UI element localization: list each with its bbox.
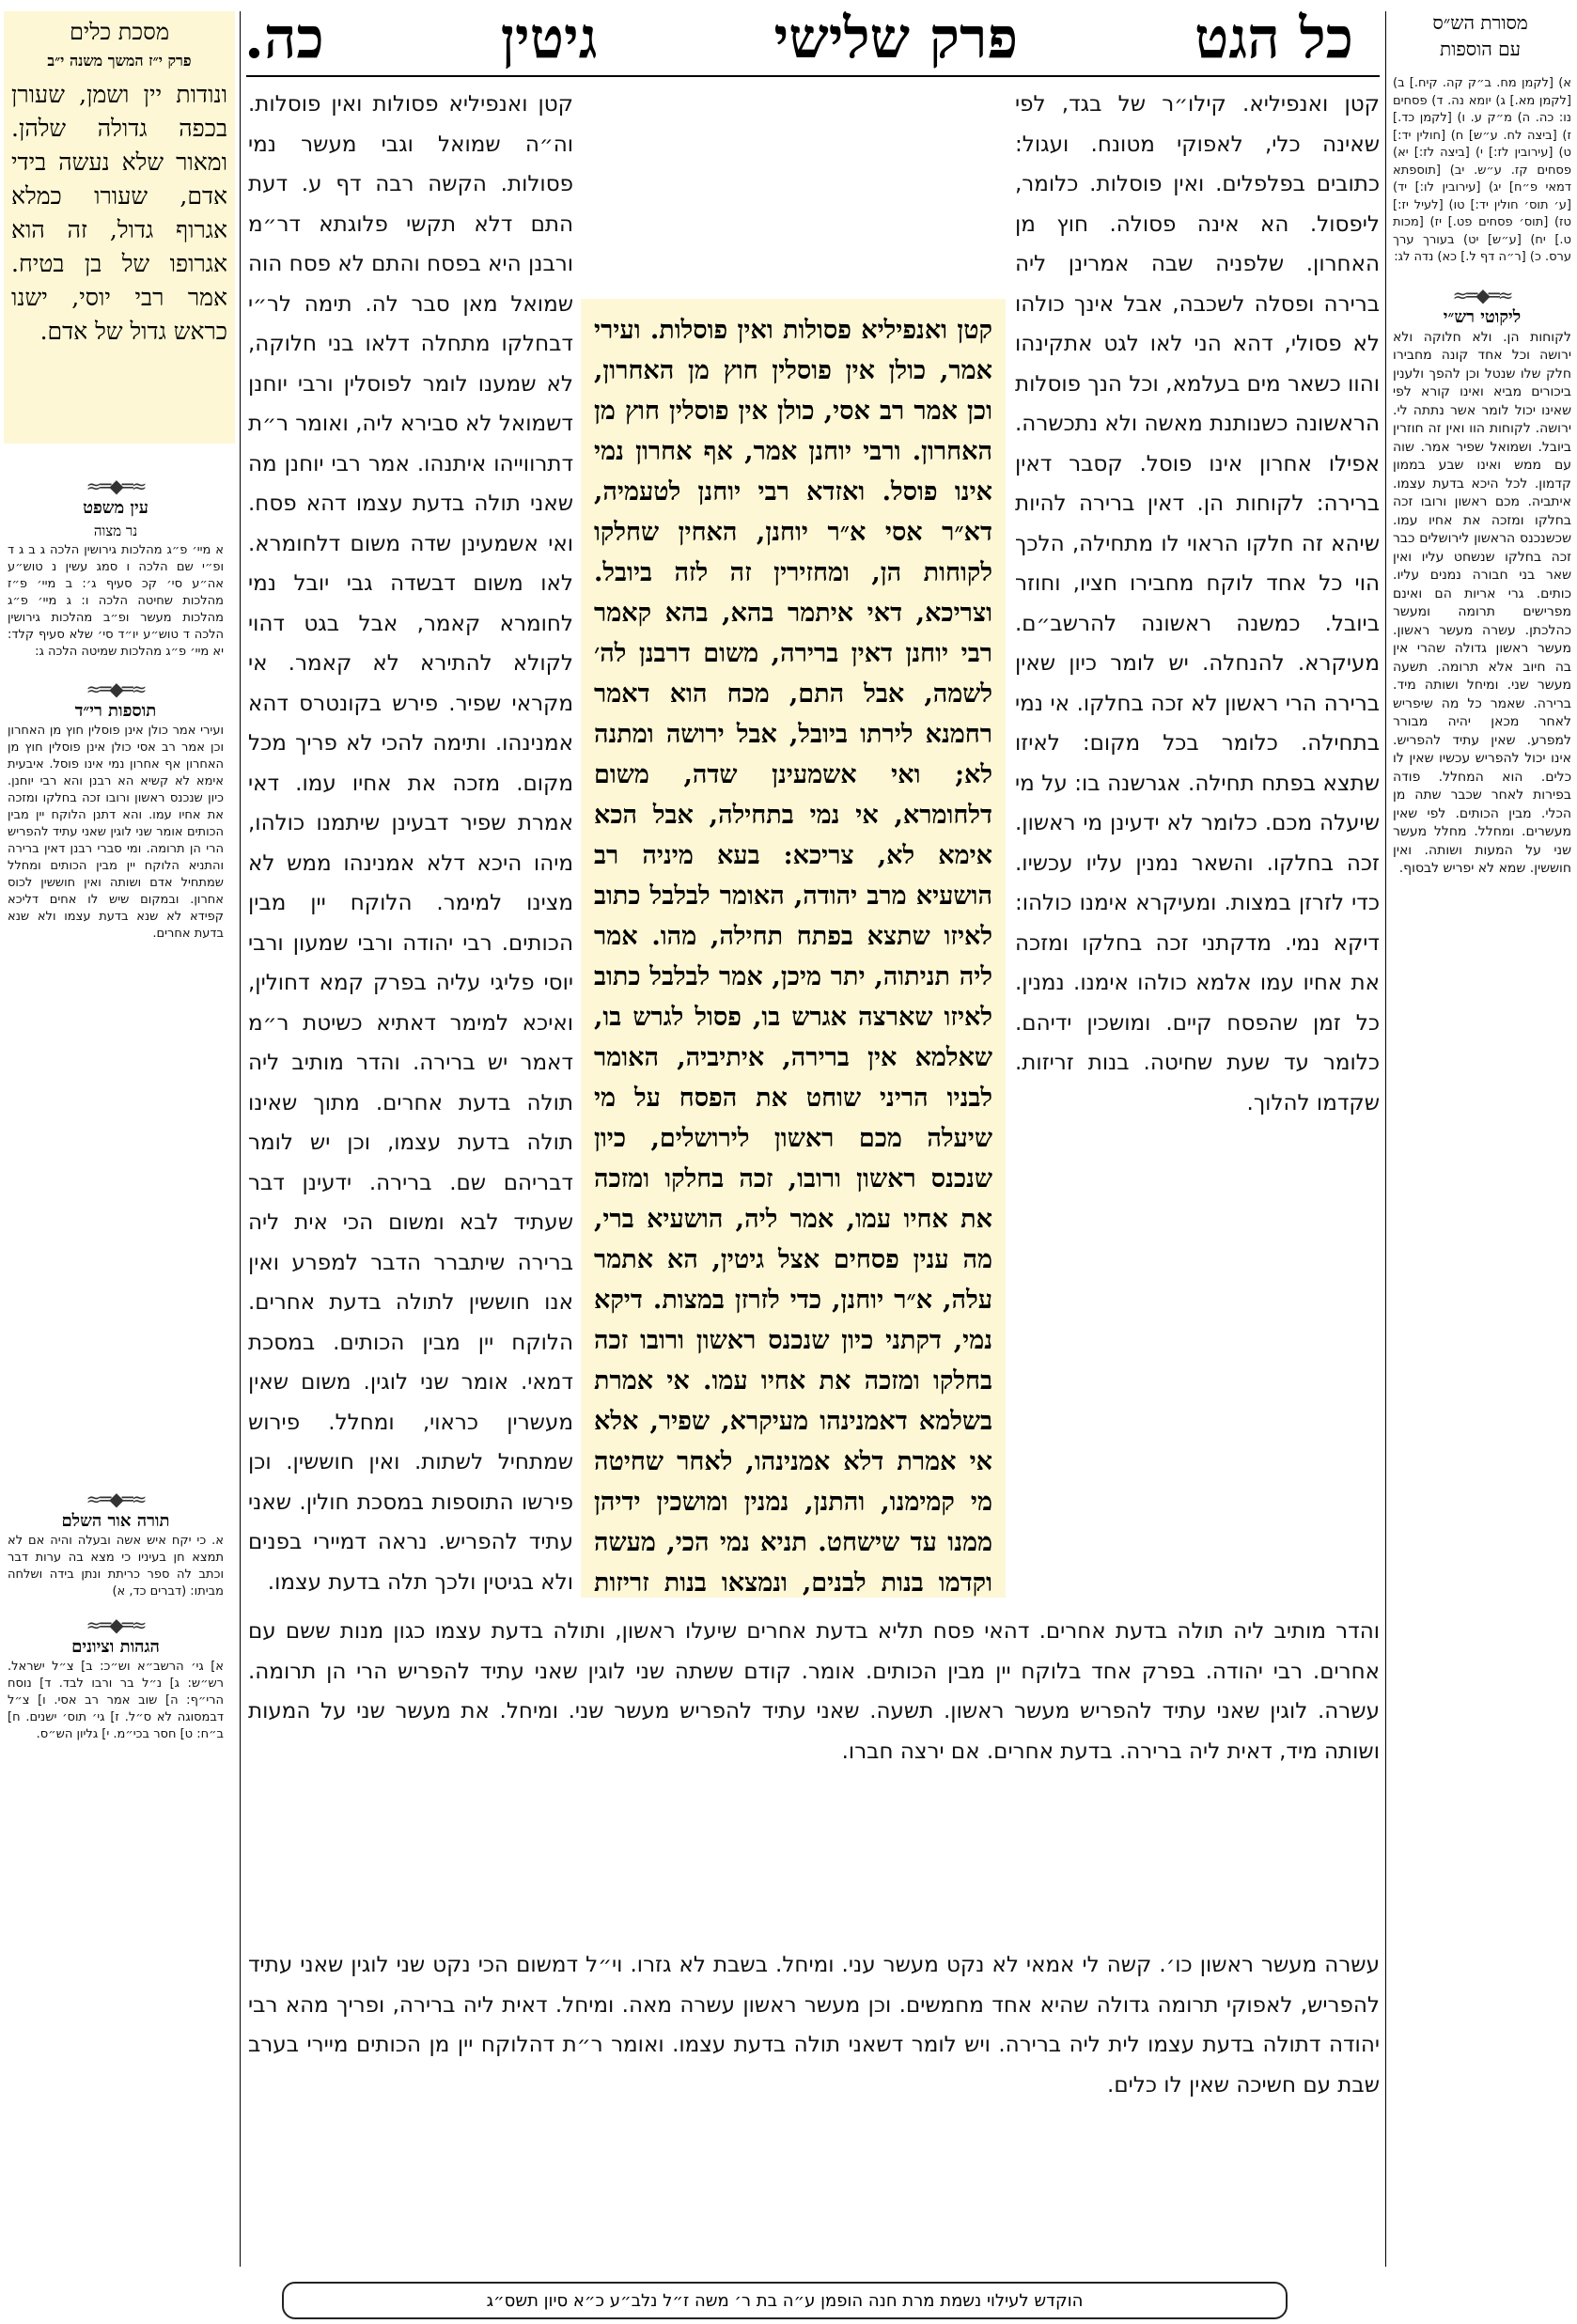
mesoret-subtitle: עם הוספות [1440, 38, 1521, 60]
divider-ornament: ≈═◆═≈ [86, 1614, 146, 1636]
dedication-text: הוקדש לעילוי נשמת מרת חנה הופמן ע״ה בת ר׳ משה ז״ל נלב״ע כ״א סיון תשס״ג [486, 2290, 1084, 2311]
header-word-folio: כה. [244, 6, 324, 71]
dedication-footer [282, 2282, 1288, 2319]
column-rule [1385, 11, 1386, 2267]
divider-ornament: ≈═◆═≈ [86, 678, 146, 700]
mesoret-header [1391, 9, 1569, 66]
ein-mishpat-text: א מיי׳ פ״ג מהלכות גירושין הלכה ג ב ג ד ופ״י שם הלכה ו סמג עשין נ טוש״ע אה״ע סי׳ קכ סעיף ג׳: ב מיי׳ פ״ז מהלכות שחיטה הלכה ו: ג מיי׳ פ״ג מהלכות מעשר ופ״ב מהלכות גירושין הלכה ד טוש״ע יו״ד סי׳ שלא סעיף קלד: יא מיי׳ פ״ג מהלכות שמיטה הלכה ג: [8, 543, 224, 659]
left-sidebar [8, 475, 224, 1743]
tosafot-rid-title: תוספות רי״ד [74, 701, 157, 721]
mishna-box [4, 11, 235, 444]
gemara-block [581, 299, 1006, 1598]
torah-or-text: א. כי יקח איש אשה ובעלה והיה אם לא תמצא חן בעיניו כי מצא בה ערות דבר וכתב לה ספר כריתת ונתן בידה ושלחה מביתו: (דברים כד, א) [8, 1534, 224, 1599]
mesoret-title: מסורת הש״ס [1432, 11, 1528, 34]
mishna-tractate: מסכת כלים [69, 19, 170, 45]
divider-ornament: ≈═◆═≈ [86, 475, 146, 497]
hagahot-text: א] גי׳ הרשב״א וש״כ: ב] צ״ל ישראל. רש״ש: ג] נ״ל בר ורבו לבד. ד] נוסח הרי״ף: ה] שוב אמר רב אסי. ו] צ״ל דבמסוגה לא ס״ל. ז] גי׳ תוס׳ ישנים. ח] ב״ח: ט] חסר בכי״מ. י] גליון הש״ס. [8, 1660, 224, 1741]
tosafot-commentary: קטן ואנפיליא פסולות ואין פוסלות. וה״ה שמואל וגבי מעשר נמי פסולות. הקשה רבה דף ע. דעת התם דלא תקשי פלוגתא דר״מ ורבנן היא בפסח והתם לא פסח הוה שמואל מאן סבר לה. תימה לר״י דבחלקו מתחלה דלאו בני חלוקה, לא שמענו לומר לפוסלין ורבי יוחנן דשמואל לא סבירא ליה, ואומר ר״ת דתרווייהו איתנהו. אמר רבי יוחנן מה שאני תולה בדעת עצמו דהא פסח. ואי אשמעינן שדה משום דלחומרא. לאו משום דבשדה גבי יובל נמי לחומרא קאמר, אבל בגט דהוי לקולא להתירא לא קאמר. אי מקראי שפיר. פירש בקונטרס דהא אמנינהו. ותימה להכי לא פריך מכל מקום. מזכה את אחיו עמו. דאי אמרת שפיר דבעינן שיתמנו כולהו, מיהו היכא דלא אמנינהו ממש לא מצינו למימר. הלוקח יין מבין הכותים. רבי יהודה ורבי שמעון ורבי יוסי פליגי עליה בפרק קמא דחולין, ואיכא למימר דאתיא כשיטת ר״מ דאמר יש ברירה. והדר מותיב ליה תולה בדעת אחרים. מתוך שאינו תולה בדעת עצמו, וכן יש לומר דבריהם שם. ברירה. ידעינן דבר שעתיד לבא ומשום הכי אית ליה ברירה שיתברר הדבר למפרע ואין אנו חוששין לתולה בדעת אחרים. הלוקח יין מבין הכותים. במסכת דמאי. אומר שני לוגין. משום שאין מעשרין כראוי, ומחלל. פירוש שמתחיל לשתות. ואין חוששין. וכן פירשו התוספות במסכת חולין. שאני עתיד להפריש. נראה דמיירי בפנים ולא בגיטין ולכך תלה בדעת עצמו. [248, 92, 573, 1595]
gemara-text: קטן ואנפיליא פסולות ואין פוסלות. ועירי אמר, כולן אין פוסלין חוץ מן האחרון, וכן אמר רב אסי, כולן אין פוסלין חוץ מן האחרון. ורבי יוחנן אמר, אף אחרון נמי אינו פוסל. ואזדא רבי יוחנן לטעמיה, דא״ר אסי א״ר יוחנן, האחין שחלקו לקוחות הן, ומחזירין זה לזה ביובל. וצריכא, דאי איתמר בהא, בהא קאמר רבי יוחנן דאין ברירה, משום דרבנן לה׳ לשמה, אבל התם, מכח הוא דאמר רחמנא לירתו ביובל, אבל ירושה ומתנה לא; ואי אשמעינן שדה, משום דלחומרא, אי נמי בתחילה, אבל הכא אימא לא, צריכא: בעא מיניה רב הושעיא מרב יהודה, האומר לבלבל כתוב לאיזו שתצא בפתח תחילה, מהו. אמר ליה תניתוה, יתר מיכן, אמר לבלבל כתוב לאיזו שארצה אגרש בו, פסול לגרש בו, שאלמא אין ברירה, איתיביה, האומר לבניו הריני שוחט את הפסח על מי שיעלה מכם ראשון לירושלים, כיון שנכנס ראשון ורובו, זכה בחלקו ומזכה את אחיו עמו, אמר ליה, הושעיא ברי, מה ענין פסחים אצל גיטין, הא אתמר עלה, א״ר יוחנן, כדי לזרזן במצות. דיקא נמי, דקתני כיון שנכנס ראשון ורובו זכה בחלקו ומזכה את אחיו עמו. אי אמרת בשלמא דאמנינהו מעיקרא, שפיר, אלא אי אמרת דלא אמנינהו, לאחר שחיטה מי קמימנו, והתנן, נמנין ומושכין ידיהן ממנו עד שישחט. תניא נמי הכי, מעשה וקדמו בנות לבנים, ונמצאו בנות זריזות [594, 316, 992, 1598]
column-rule [240, 11, 241, 2267]
mesoret-hashas-text: א) [לקמן מח. ב״ק קה. קיח.] ב) [לקמן מא.] ג) יומא נה. ד) פסחים נו: כה. ה) מ״ק ע. ו) [לקמן כד.] ז) [ביצה לח. ע״ש] ח) [חולין יד:] ט) [עירובין לז:] י) [ביצה לז:] יא) פסחים קז. ע״ש. יב) [תוספתא דמאי פ״ח] יג) [עירובין לו:] יד) [ע׳ תוס׳ חולין יד:] טו) [לעיל יז:] טז) [תוס׳ פסחים פט.] יז) [מכות ט.] יח) [ע״ש] יט) בעורך ערך ערס. כ) [ר״ה דף ל.] כא) נדה לג: [1393, 76, 1571, 264]
header-word-chapter-number: פרק שלישי [773, 6, 1019, 71]
header-word-tractate: גיטין [500, 6, 598, 71]
page-header [244, 6, 1353, 71]
hagahot-title: הגהות וציונים [71, 1637, 160, 1657]
likutei-rashi-text: לקוחות הן. ולא חלוקה ולא ירושה וכל אחד קונה מחבירו חלק שלו שנטל וכן להפך ולענין ביכורים מביא ואינו קורא לפי שאינו יכול לומר אשר נתתה לי. ירושה. לקוחות הוו ואין זה חוזרין ביובל. ושמואל שפיר אמר. שוה עם ממש ואינו שבע בממון קדמון. לכל היכא בדעת עצמו. איתביה. מכם ראשון ורובו זכה בחלקו ומזכה את אחיו עמו. שכשנכנס הראשון לירושלים כבר זכה בחלקו שנשחט עליו ואין שאר בני חבורה נמנים עליו. כותים. גרי אריות הם ואינם מפרישים תרומה ומעשר כהלכתן. עשרה מעשר ראשון. מעשר ראשון גדולה שהרי אין בה חיוב אלא תרומה. תשעה מעשר שני. ומיחל ושותה מיד. ברירה. שאמר כל מה שיפריש לאחר מכאן יהיה מבורר למפרע. שאין עתיד להפריש. אינו יכול להפריש עכשיו שאין לו כלים. הוא המחלל. פודה בפירות לאחר שכבר שתה מן הכלי. מבין הכותים. לפי שאין מעשרים. ומחלל. מחלל מעשר שני על המעות ושותה. ואין חוששין. שמא לא יפריש לבסוף. [1393, 329, 1571, 876]
header-rule [246, 75, 1380, 77]
torah-or-title: תורה אור השלם [61, 1511, 170, 1531]
likutei-rashi-title: ליקוטי רש״י [1443, 306, 1522, 327]
tosafot-commentary-bottom: עשרה מעשר ראשון כו׳. קשה לי אמאי לא נקט מעשר עני. ומיחל. בשבת לא גזרו. וי״ל דמשום הכי נקט שני לוגין שאני עתיד להפריש, לאפוקי תרומה גדולה שהיא אחד מחמשים. וכן מעשר ראשון עשרה מאה. ומיחל. דאית ליה ברירה, ופריך מהא רבי יהודה דתולה בדעת עצמו לית ליה ברירה. ויש לומר דשאני תולה בדעת עצמו. ואומר ר״ת דהלוקח יין מן הכותים מיירי בערב שבת עם חשיכה שאין לו כלים. [248, 1953, 1380, 2098]
rashi-commentary-bottom: והדר מותיב ליה תולה בדעת אחרים. דהאי פסח תליא בדעת אחרים שיעלו ראשון, ותולה בדעת עצמו כגון מנות ששם עם אחרים. רבי יהודה. בפרק אחד בלוקח יין מבין הכותים. אומר. קודם ששתה שני לוגין שאני עתיד להפריש הרי הן תרומה. עשרה. לוגין שאני עתיד להפריש מעשר ראשון. תשעה. שאני עתיד להפריש מעשר שני. ומיחל. את מעשר שני על המעות ושותה מיד, דאית ליה ברירה. בדעת אחרים. אם ירצה חברו. [248, 1619, 1380, 1764]
ein-mishpat-title: עין משפט [83, 498, 148, 518]
header-word-chapter-name: כל הגט [1194, 6, 1353, 71]
divider-ornament: ≈═◆═≈ [1452, 283, 1512, 306]
ein-mishpat-subtitle: נר מצוה [93, 523, 138, 539]
tosafot-rid-text: ועירי אמר כולן אינן פוסלין חוץ מן האחרון וכן אמר רב אסי כולן אינן פוסלין חוץ מן האחרון אף אחרון נמי אינו פוסל. איבעית אימא לא קשיא הא רבנן והא רבי יוחנן. כיון שנכנס ראשון ורובו זכה בחלקו ומזכה את אחיו עמו. והא דתנן הלוקח יין מבין הכותים אומר שני לוגין שאני עתיד להפריש הרי הן תרומה. ומי סברי רבנן דאין ברירה והתניא הלוקח יין מבין הכותים ומחלל שמתחיל אדם ושותה ואין חוששין לכוס אחרון. ובמקום שיש לו אחים דליכא קפידא לא שנא בדעת עצמו ולא שנא בדעת אחרים. [8, 724, 224, 941]
divider-ornament: ≈═◆═≈ [86, 1488, 146, 1510]
mishna-chapter-ref: פרק י״ז המשך משנה י״ב [47, 52, 192, 70]
rashi-commentary: קטן ואנפיליא. קילו״ר של בגד, לפי שאינה כלי, לאפוקי מטונח. ועגול: כתובים בפלפלים. ואין פוסלות. כלומר, ליפסול. הא אינה פסולה. חוץ מן האחרון. שלפניה שבה אמרינן ליה ברירה ופסלה לשכבה, אבל אינך כולהו לא פסולי, דהא הני לאו לגט אתקינהו והוו כשאר מים בעלמא, וכל הנך פוסלות הראשונה כשנותנת מאשה ולא נתכשרה. אפילו אחרון אינו פוסל. קסבר דאין ברירה: לקוחות הן. דאין ברירה להיות שיהא זה חלקו הראוי לו מתחילה, הלכך הוי כל אחד לוקח מחבירו חציו, וחוזר ביובל. כמשנה ראשונה להרשב״ם. מעיקרא. להנחלה. יש לומר כיון שאין ברירה הרי ראשון לא זכה בחלקו. אי נמי בתחילה. כלומר בכל מקום: לאיזו שתצא בפתח תחילה. אגרשנה בו: על מי שיעלה מכם. כלומר לא ידעינן מי ראשון. זכה בחלקו. והשאר נמנין עליו עכשיו. כדי לזרזן במצות. ומעיקרא אימנו כולהו: דיקא נמי. מדקתני זכה בחלקו ומזכה את אחיו עמו אלמא כולהו אימנו. נמנין. כל זמן שהפסח קיים. ומושכין ידיהם. כלומר עד שעת שחיטה. בנות זריזות. שקדמו להלוך. [1015, 92, 1380, 1115]
mishna-text: ונודות יין ושמן, שעורן בכפה גדולה שלהן. ומאור שלא נעשה בידי אדם, שעורו כמלא אגרוף גדול, זה הוא אגרופו של בן בטיח. אמר רבי יוסי, ישנו כראש גדול של אדם. [11, 81, 227, 345]
right-sidebar [1393, 75, 1571, 1908]
